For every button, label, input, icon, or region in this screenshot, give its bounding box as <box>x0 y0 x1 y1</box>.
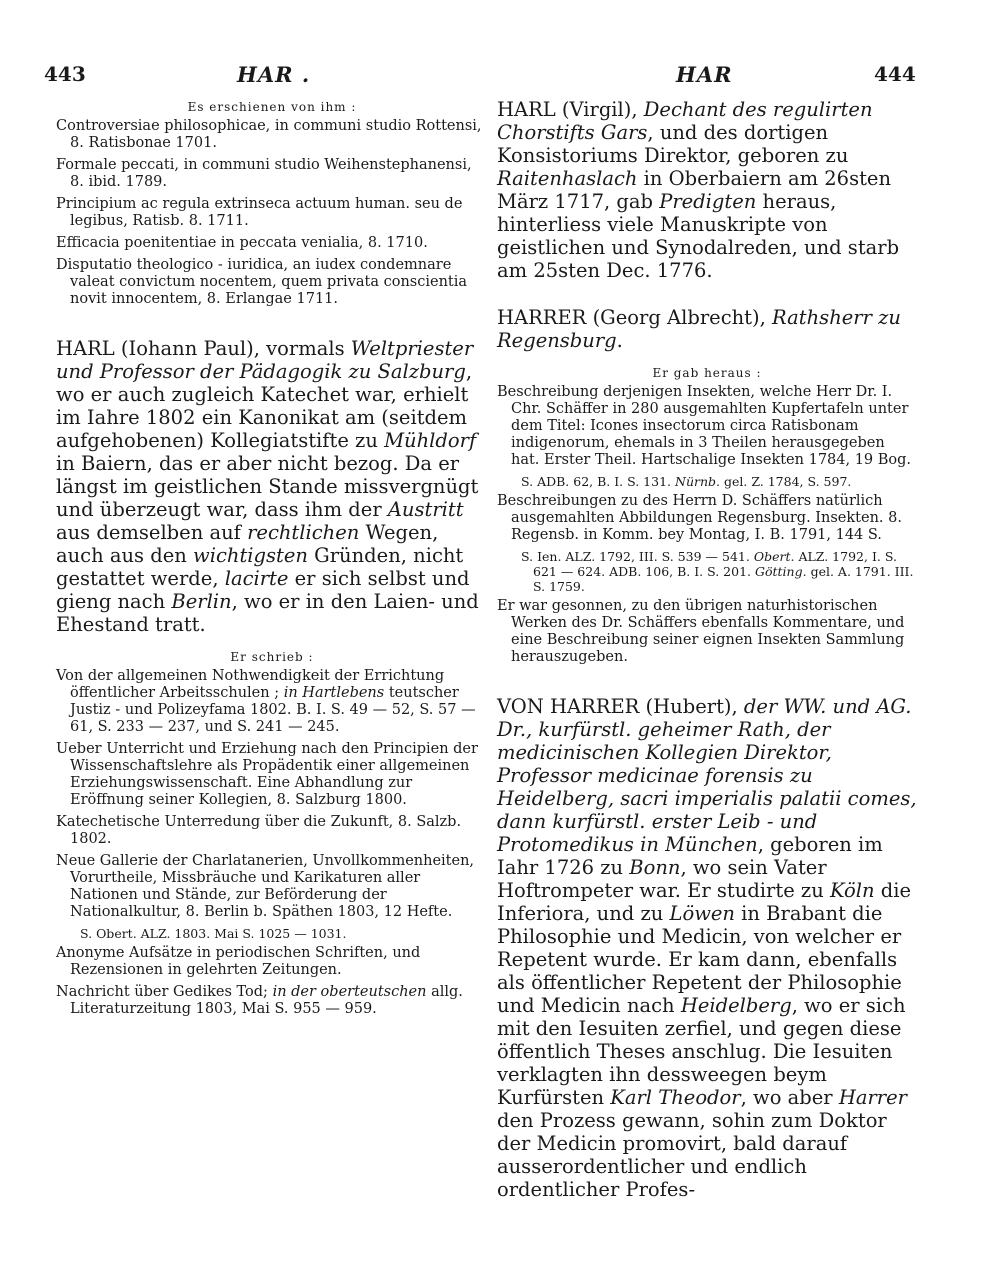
entry-harl-johann-paul: HARL (Iohann Paul), vormals Weltpriester und Professor der Pädagogik zu Salzburg, wo er auch zugleich Katechet war, erhielt im Iahre 1802 ein Kanonikat am (seitdem aufgehobenen) Kollegiatstifte zu Mühldorf in Baiern, das er aber nicht bezog. Da er längst im geistlichen Stande missvergnügt und überzeugt war, dass ihm der Austritt aus demselben auf rechtlichen Wegen, auch aus den wichtigsten Gründen, nicht gestattet werde, lacirte er sich selbst und gieng nach Berlin, wo er in den Laien- und Ehestand tratt. <box>56 337 479 636</box>
work-item: Nachricht über Gedikes Tod; in der oberteutschen allg. Literaturzeitung 1803, Mai S. 955 — 959. <box>56 984 463 1017</box>
work-item: Von der allgemeinen Nothwendigkeit der Errichtung öffentlicher Arbeitsschulen ; in Hartlebens teutscher Justiz - und Polizeyfama 1802. B. I. S. 49 — 52, S. 57 — 61, S. 233 — 237, und S. 241 — 245. <box>56 668 476 735</box>
entry-name: HARRER (Georg Albrecht), <box>497 306 766 329</box>
work-item: Beschreibung derjenigen Insekten, welche Herr Dr. I. Chr. Schäffer in 280 ausgemahlten Kupfertafeln unter dem Titel: Icones insectorum circa Ratisbonam indigenorum, ehemals in 3 Theilen herausgegeben hat. Erster Theil. Hartschalige Insekten 1784, 19 Bog. <box>497 384 912 468</box>
work-item: Neue Gallerie der Charlatanerien, Unvollkommenheiten, Vorurtheile, Missbräuche und Karikaturen aller Nationen und Stände, zur Beförderung der Nationalkultur, 8. Berlin b. Späthen 1803, 12 Hefte. <box>56 853 475 920</box>
right-running-head: HAR <box>676 62 733 87</box>
work-item: Anonyme Aufsätze in periodischen Schriften, und Rezensionen in gelehrten Zeitungen. <box>56 945 421 978</box>
entry-harrer-hubert: VON HARRER (Hubert), der WW. und AG. Dr., kurfürstl. geheimer Rath, der medicinischen Kollegien Direktor, Professor medicinae forensis zu Heidelberg, sacri imperialis palatii comes, dann kurfürstl. erster Leib - und Protomedikus in München, geboren im Iahr 1726 zu Bonn, wo sein Vater Hoftrompeter war. Er studirte zu Köln die Inferiora, und zu Löwen in Brabant die Philosophie und Medicin, von welcher er Repetent wurde. Er kam dann, ebenfalls als öffentlicher Repetent der Philosophie und Medicin nach Heidelberg, wo er sich mit den Iesuiten zerfiel, und gegen diese öffentlich Theses anschlug. Die Iesuiten verklagten ihn dessweegen beym Kurfürsten Karl Theodor, wo aber Harrer den Prozess gewann, sohin zum Doktor der Medicin promovirt, bald darauf ausserordentlicher und endlich ordentlicher Profes- <box>497 695 917 1201</box>
review-reference: S. Obert. ALZ. 1803. Mai S. 1025 — 1031. <box>80 926 347 941</box>
caption-works-3: Er gab heraus : <box>652 366 762 380</box>
left-page-number: 443 <box>44 62 86 86</box>
left-running-head: HAR . <box>237 62 311 87</box>
work-item: Formale peccati, in communi studio Weihenstephanensi, 8. ibid. 1789. <box>56 157 472 190</box>
right-column <box>497 98 917 1201</box>
work-item: Controversiae philosophicae, in communi studio Rottensi, 8. Ratisbonae 1701. <box>56 118 482 151</box>
entry-name: HARL (Iohann Paul), <box>56 337 260 360</box>
work-item: Beschreibungen zu des Herrn D. Schäffers natürlich ausgemahlten Abbildungen Regensburg. Insekten. 8. Regensb. in Komm. bey Montag, I. B. 1791, 144 S. <box>497 493 902 543</box>
work-item: Ueber Unterricht und Erziehung nach den Principien der Wissenschaftslehre als Propädentik einer allgemeinen Erziehungswissenschaft. Eine Abhandlung zur Eröffnung seiner Kollegien, 8. Salzburg 1800. <box>56 741 478 808</box>
entry-name: HARL (Virgil), <box>497 98 638 121</box>
entry-name: VON HARRER (Hubert), <box>497 695 738 718</box>
page-header <box>0 62 1000 98</box>
work-item: Katechetische Unterredung über die Zukunft, 8. Salzb. 1802. <box>56 814 462 847</box>
review-reference: S. ADB. 62, B. I. S. 131. Nürnb. gel. Z. 1784, S. 597. <box>521 474 852 489</box>
review-reference: S. Ien. ALZ. 1792, III. S. 539 — 541. Obert. ALZ. 1792, I. S. 621 — 624. ADB. 106, B. I. S. 201. Götting. gel. A. 1791. III. S. 1759. <box>521 549 914 594</box>
left-column <box>56 98 488 1023</box>
caption-works-2: Er schrieb : <box>230 650 314 664</box>
entry-harrer-georg: HARRER (Georg Albrecht), Rathsherr zu Regensburg. <box>497 306 901 352</box>
caption-works-1: Es erschienen von ihm : <box>187 100 357 114</box>
entry-harl-virgil: HARL (Virgil), Dechant des regulirten Chorstifts Gars, und des dortigen Konsistoriums Direktor, geboren zu Raitenhaslach in Oberbaiern am 26sten März 1717, gab Predigten heraus, hinterliess viele Manuskripte von geistlichen und Synodalreden, und starb am 25sten Dec. 1776. <box>497 98 900 282</box>
right-page-number: 444 <box>874 62 916 86</box>
work-item: Principium ac regula extrinseca actuum human. seu de legibus, Ratisb. 8. 1711. <box>56 196 463 229</box>
work-item: Disputatio theologico - iuridica, an iudex condemnare valeat convictum nocentem, quem privata conscientia novit innocentem, 8. Erlangae 1711. <box>56 257 468 307</box>
work-item: Er war gesonnen, zu den übrigen naturhistorischen Werken des Dr. Schäffers ebenfalls Kommentare, und eine Beschreibung seiner eignen Insekten Sammlung herauszugeben. <box>497 598 905 665</box>
work-item: Efficacia poenitentiae in peccata venialia, 8. 1710. <box>56 235 428 251</box>
